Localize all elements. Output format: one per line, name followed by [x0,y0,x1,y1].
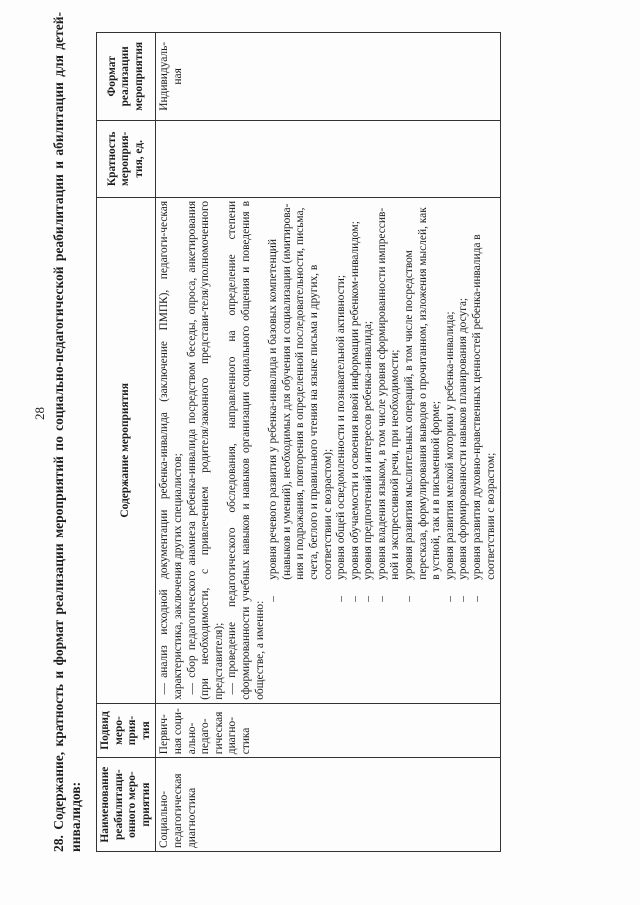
cell-content [156,197,501,703]
header-frequency: Кратность мероприя-тия, ед. [97,120,156,197]
cell-subsection: Первич-ная соци-ально-педаго-гическая диагно-стика [156,703,501,757]
assessment-list [267,201,498,700]
list-item: – уровня развития мыслительных операций, в том числе посредством пересказа, формулирования выводов о прочитанном, изложения мыслей, как в устной, так и в письменной форме; [403,201,444,580]
table-header-row [97,33,156,852]
list-item: – уровня развития духовно-нравственных ценностей ребенка-инвалида в соответствии с возрастом; [471,201,498,580]
content-paragraph: —анализ исходной документации ребенка-инвалида (заключение ПМПК), педагоги-ческая характеристика, заключения других специалистов; [158,200,184,700]
list-item: – уровня предпочтений и интересов ребенка-инвалида; [362,201,376,580]
activities-table [96,32,501,852]
rotated-document [30,0,610,860]
list-item: – уровня развития мелкой моторики у ребенка-инвалида; [444,201,458,580]
header-subsection: Подвид меро-прия-тия [97,703,156,757]
table-row [156,33,501,852]
section-title: 28. Содержание, кратность и формат реализации мероприятий по социально-педагогической реабилитации и абилитации для детей-инвалидов: [51,12,83,852]
list-item: – уровня общей осведомленности и познавательной активности; [335,201,349,580]
header-format: Формат реализации мероприятия [97,33,156,121]
header-name: Наименование реабилитаци-онного меро-приятия [97,758,156,852]
page-number: 28 [32,407,47,420]
list-item: – уровня обучаемости и освоения новой информации ребенком-инвалидом; [349,201,363,580]
content-paragraph: —сбор педагогического анамнеза ребенка-инвалида посредством беседы, опроса, анкетирования (при необходимости, с привлечением родителя/законного представи-теля/уполномоченного представителя); [185,200,225,700]
list-item: – уровня речевого развития у ребенка-инвалида и базовых компетенций (навыков и умений), необходимых для обучения и социализации (имитирова-ния и подражания, повторения в определенной последовательности, письма, счета, беглого и правильного чтения на языке письма и других, в соответствии с возрастом); [267,201,335,580]
list-item: – уровня сформированности навыков планирования досуга; [457,201,471,580]
list-item: – уровня владения языком, в том числе уровня сформированности импрессив-ной и экспрессивной речи, при необходимости; [376,201,403,580]
header-content: Содержание мероприятия [97,197,156,703]
content-paragraph: —проведение педагогического обследования, направленного на определение степени сформированности учебных навыков и навыков организации социального общения и поведения в обществе, а именно: [226,200,266,700]
cell-frequency [156,120,501,197]
cell-format: Индивидуаль-ная [156,33,501,121]
cell-name: Социально-педагогическая диагностика [156,758,501,852]
